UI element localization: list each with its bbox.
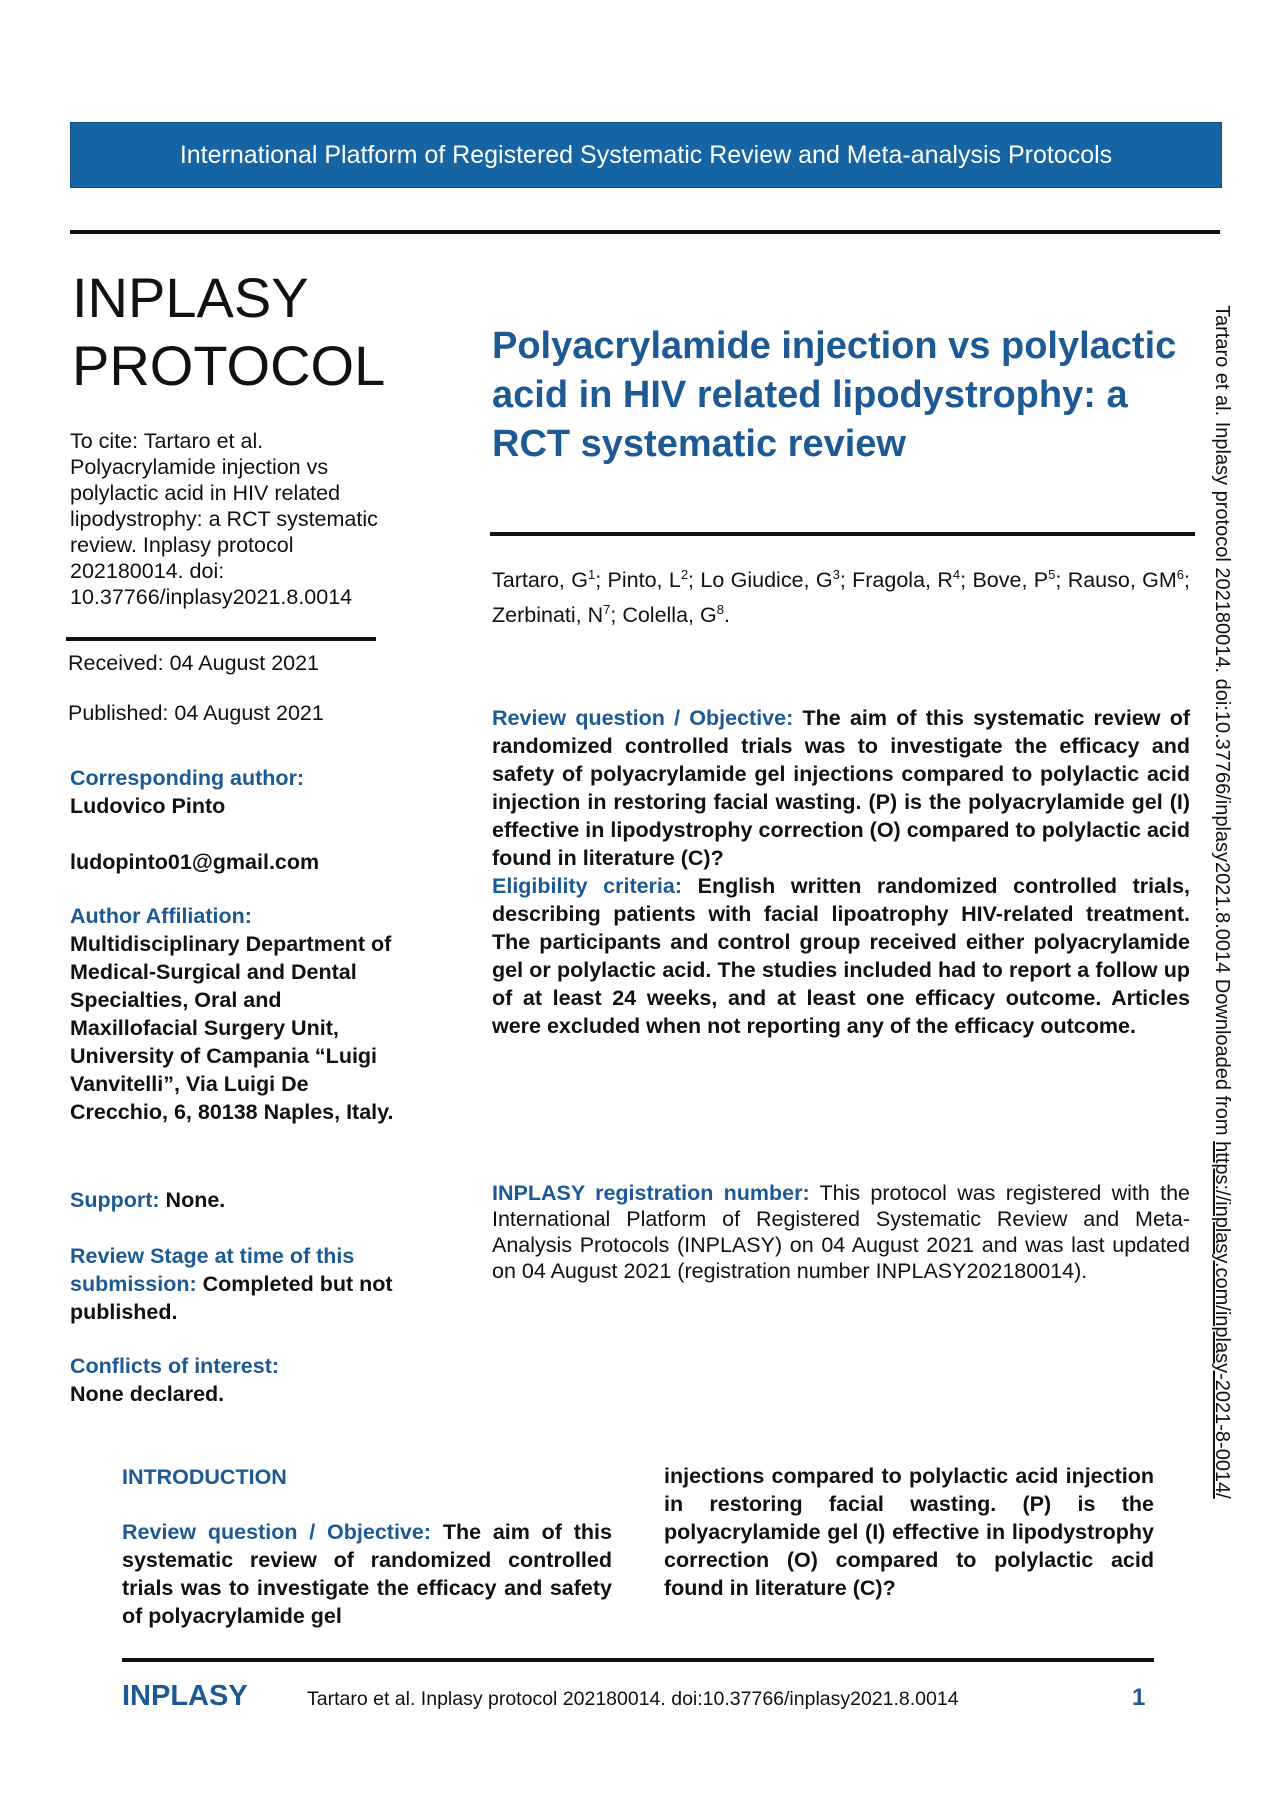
author-affiliation-number: 3 [832,567,840,582]
introduction-column-2 [664,1462,1154,1602]
support [70,1186,410,1214]
author-affiliation-number: 2 [680,567,689,582]
author-name: Pinto, L [607,568,681,593]
eligibility-text: English written randomized controlled trials, describing patients with facial lipoatrophy HIV-related treatment. The participants and control group received either polyacrylamide gel or polylactic acid. The studies included had to report a follow up of at least 24 weeks, and at least one efficacy outcome. Articles were excluded when not reporting any of the efficacy outcome. [492,874,1190,1038]
author-affiliation-number: 7 [603,602,611,618]
registration-section [492,1180,1190,1284]
review-stage-label: Review Stage at time of this submission: [70,1244,355,1296]
review-question-label: Review question / Objective: [492,706,794,730]
inplasy-protocol-heading [72,264,385,400]
author-name: Rauso, GM [1067,568,1177,593]
footer-brand: INPLASY [122,1680,248,1712]
footer-citation: Tartaro et al. Inplasy protocol 202180014. doi:10.37766/inplasy2021.8.0014 [307,1688,959,1710]
footer-divider [122,1658,1154,1662]
author-name: Tartaro, G [492,568,588,593]
title-divider [490,532,1195,536]
review-stage [70,1242,400,1326]
author-separator: ; [1055,568,1068,593]
page-number: 1 [1132,1684,1146,1711]
received-date: Received: 04 August 2021 [68,651,320,675]
author-separator: ; [1184,568,1191,593]
vertical-download-note [1210,305,1234,1595]
affiliation-value: Multidisciplinary Department of Medical-Surgical and Dental Specialties, Oral and Maxillofacial Surgery Unit, University of Campania “Luigi Vanvitelli”, Via Luigi De Crecchio, 6, 80138 Naples, Italy. [70,932,394,1124]
author-affiliation-number: 5 [1048,567,1056,582]
author-affiliation-number: 1 [587,567,596,582]
top-divider [70,230,1220,234]
author-name: Lo Giudice, G [700,568,833,593]
conflicts-of-interest [70,1352,410,1408]
review-question-text: The aim of this systematic review of randomized controlled trials was to investigate the efficacy and safety of polyacrylamide gel injections compared to polylactic acid injection in restoring facial wasting. (P) is the polyacrylamide gel (I) effective in lipodystrophy correction (O) compared to polylactic acid found in literature (C)? [492,706,1190,870]
brand-line-2: PROTOCOL [72,334,386,397]
corresponding-author-email[interactable]: ludopinto01@gmail.com [70,850,320,874]
vertical-citation: Tartaro et al. Inplasy protocol 202180014. doi:10.37766/inplasy2021.8.0014 Downloaded from [1211,305,1233,1142]
introduction-heading: INTRODUCTION [122,1465,287,1489]
corresponding-author-name: Ludovico Pinto [70,794,226,818]
citation-text: To cite: Tartaro et al. Polyacrylamide injection vs polylactic acid in HIV related lipodystrophy: a RCT systematic review. Inplasy protocol 202180014. doi: 10.37766/inplasy2021.8.0014 [70,429,378,609]
author-separator: ; [688,568,701,593]
author-separator: ; [610,603,623,628]
support-value: None. [165,1188,226,1212]
author-affiliation-number: 6 [1176,567,1185,582]
review-stage-value: Completed but not published. [70,1272,393,1324]
registration-text: This protocol was registered with the International Platform of Registered Systematic Review and Meta-Analysis Protocols (INPLASY) on 04 August 2021 and was last updated on 04 August 2021 (registration number INPLASY202180014). [492,1181,1190,1283]
author-name: Fragola, R [852,568,953,593]
registration-label: INPLASY registration number: [492,1181,810,1205]
brand-line-1: INPLASY [72,266,309,329]
author-separator: ; [839,568,853,593]
author-name: Bove, P [972,568,1049,593]
intro-column-2-text: injections compared to polylactic acid injection in restoring facial wasting. (P) is the polyacrylamide gel (I) effective in lipodystrophy correction (O) compared to polylactic acid found in literature (C)? [664,1464,1154,1600]
platform-banner: International Platform of Registered Systematic Review and Meta-analysis Protocols [70,122,1222,188]
author-affiliation-number: 4 [952,567,961,582]
eligibility-label: Eligibility criteria: [492,874,683,898]
author-separator: ; [960,568,973,593]
corresponding-author-label: Corresponding author: [70,766,305,790]
author-name: Zerbinati, N [492,603,604,628]
author-name: Colella, G [622,603,717,628]
article-title: Polyacrylamide injection vs polylactic acid in HIV related lipodystrophy: a RCT systematic review [492,325,1177,465]
download-link[interactable]: https://inplasy.com/inplasy-2021-8-0014/ [1211,1141,1233,1499]
author-separator: ; [595,568,608,593]
support-label: Support: [70,1188,160,1212]
intro-review-question-label: Review question / Objective: [122,1520,431,1544]
introduction-column-1 [122,1518,612,1630]
author-affiliation [70,902,410,1126]
published-date: Published: 04 August 2021 [68,701,324,725]
author-affiliation-number: 8 [716,602,724,618]
conflicts-value: None declared. [70,1382,225,1406]
conflicts-label: Conflicts of interest: [70,1354,280,1378]
intro-column-1-text: The aim of this systematic review of randomized controlled trials was to investigate the efficacy and safety of polyacrylamide gel [122,1520,612,1628]
corresponding-author [70,764,410,876]
review-question-section [492,704,1190,1040]
author-list [492,560,1190,630]
author-separator: . [723,603,730,628]
citation-divider [66,637,376,641]
affiliation-label: Author Affiliation: [70,904,252,928]
